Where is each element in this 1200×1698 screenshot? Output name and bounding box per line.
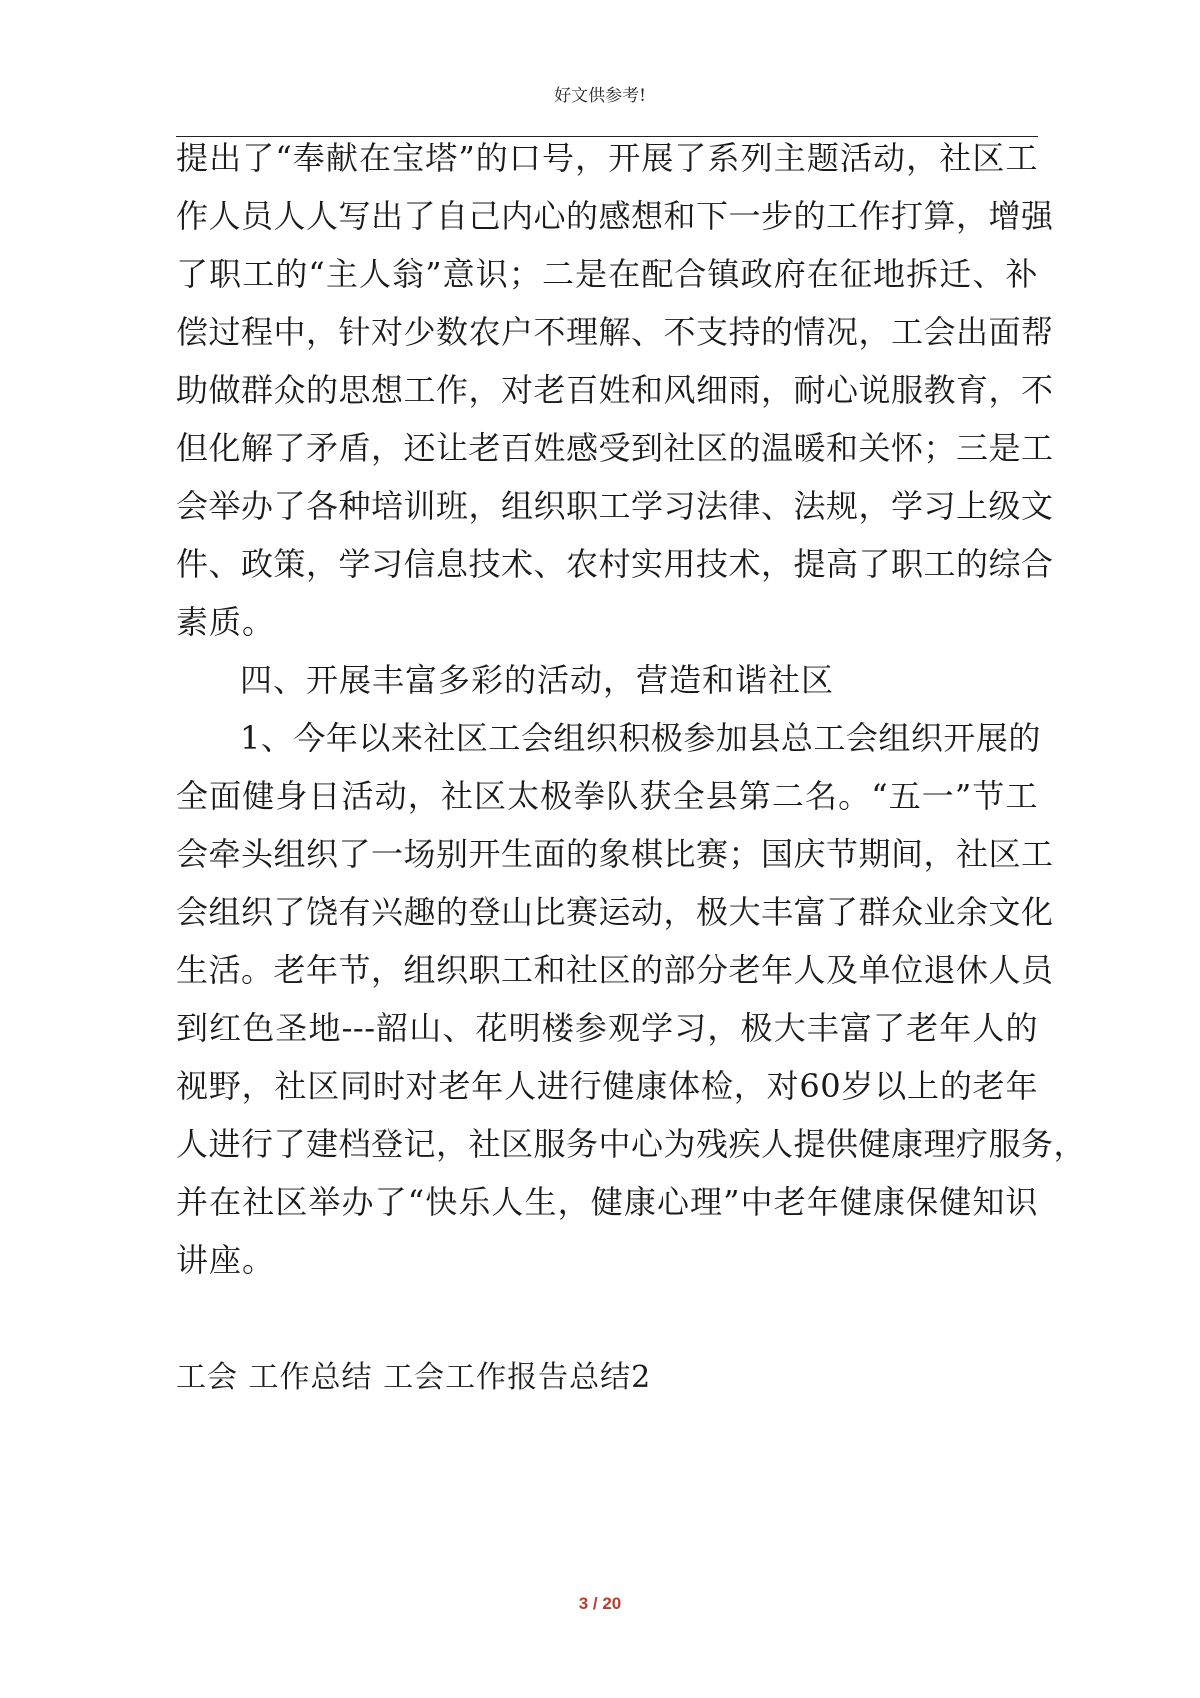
page-header: 好文供参考! xyxy=(554,86,646,106)
paragraph-line: 素质。 xyxy=(176,603,276,641)
page-number: 3 / 20 xyxy=(578,1594,622,1613)
paragraph-line: 会举办了各种培训班，组织职工学习法律、法规，学习上级文 xyxy=(176,487,1054,525)
paragraph-line: 提出了“奉献在宝塔”的口号，开展了系列主题活动，社区工 xyxy=(176,139,1038,177)
paragraph-line: 视野，社区同时对老年人进行健康体检，对60岁以上的老年 xyxy=(176,1067,1038,1105)
paragraph-line: 了职工的“主人翁”意识；二是在配合镇政府在征地拆迁、补 xyxy=(176,255,1038,293)
paragraph-line: 人进行了建档登记，社区服务中心为残疾人提供健康理疗服务， xyxy=(176,1125,1087,1163)
paragraph-line: 全面健身日活动，社区太极拳队获全县第二名。“五一”节工 xyxy=(176,777,1038,815)
paragraph-line: 但化解了矛盾，还让老百姓感受到社区的温暖和关怀；三是工 xyxy=(176,429,1054,467)
paragraph-line: 助做群众的思想工作，对老百姓和风细雨，耐心说服教育，不 xyxy=(176,371,1054,409)
paragraph-line: 到红色圣地---韶山、花明楼参观学习，极大丰富了老年人的 xyxy=(176,1009,1038,1047)
paragraph-line: 会组织了饶有兴趣的登山比赛运动，极大丰富了群众业余文化 xyxy=(176,893,1054,931)
paragraph-line: 讲座。 xyxy=(176,1241,276,1279)
paragraph-line: 件、政策，学习信息技术、农村实用技术，提高了职工的综合 xyxy=(176,545,1054,583)
paragraph-line: 生活。老年节，组织职工和社区的部分老年人及单位退休人员 xyxy=(176,951,1054,989)
paragraph-line: 作人员人人写出了自己内心的感想和下一步的工作打算，增强 xyxy=(176,197,1054,235)
paragraph-line: 1、今年以来社区工会组织积极参加县总工会组织开展的 xyxy=(240,719,1041,757)
header-divider xyxy=(176,136,1038,137)
section-title: 工会 工作总结 工会工作报告总结2 xyxy=(176,1360,652,1395)
subsection-heading: 四、开展丰富多彩的活动，营造和谐社区 xyxy=(240,661,835,699)
paragraph-line: 偿过程中，针对少数农户不理解、不支持的情况，工会出面帮 xyxy=(176,313,1054,351)
paragraph-line: 会牵头组织了一场别开生面的象棋比赛；国庆节期间，社区工 xyxy=(176,835,1054,873)
paragraph-line: 并在社区举办了“快乐人生，健康心理”中老年健康保健知识 xyxy=(176,1183,1038,1221)
